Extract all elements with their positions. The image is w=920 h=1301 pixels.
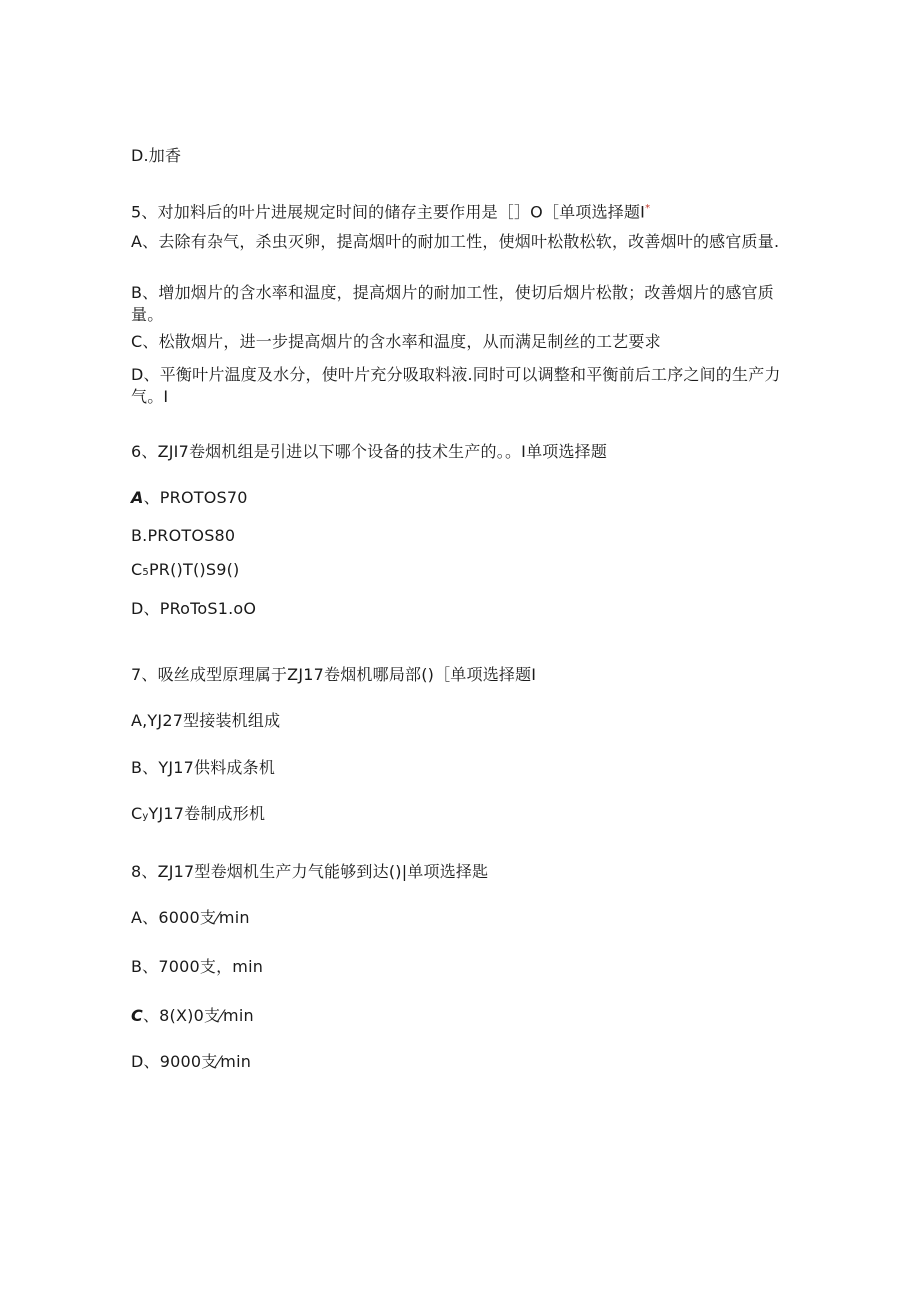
q6-option-a-text: 、PROTOS70 bbox=[143, 488, 248, 507]
q6-option-c-letter: C bbox=[131, 560, 143, 579]
q8-option-c-letter: C bbox=[131, 1006, 143, 1025]
q6-option-d: D、PRoToS1.oO bbox=[131, 599, 257, 618]
q6-option-c-text: PR()T()S9() bbox=[148, 560, 240, 579]
q7-option-c bbox=[131, 803, 265, 828]
q5-option-d: D、平衡叶片温度及水分，使叶片充分吸取料液.同时可以调整和平衡前后工序之间的生产力气。I bbox=[131, 365, 781, 406]
q7-option-c-letter: C bbox=[131, 804, 143, 823]
q8-option-c-text: 、8(X)0支⁄min bbox=[142, 1006, 254, 1025]
q7-option-c-text: YJ17卷制成形机 bbox=[148, 804, 266, 823]
q5-option-a: A、去除有杂气，杀虫灭卵，提高烟叶的耐加工性，使烟叶松散松软，改善烟叶的感官质量. bbox=[131, 232, 780, 251]
q5-option-c: C、松散烟片，进一步提高烟片的含水率和温度，从而满足制丝的工艺要求 bbox=[131, 332, 661, 351]
q7-option-c-sub: y bbox=[142, 811, 149, 822]
q8-option-a: A、6000支⁄min bbox=[131, 908, 250, 927]
q8-option-c bbox=[131, 1005, 254, 1027]
q5-stem-mark: * bbox=[645, 203, 651, 214]
q6-option-c bbox=[131, 559, 239, 584]
q7-option-a: A,YJ27型接装机组成 bbox=[131, 711, 281, 730]
q7-stem: 7、吸丝成型原理属于ZJ17卷烟机哪局部()［单项选择题I bbox=[131, 665, 537, 684]
q8-option-d: D、9000支⁄min bbox=[131, 1052, 252, 1071]
q5-stem-text: 5、对加料后的叶片进展规定时间的储存主要作用是［］O［单项选择题I bbox=[131, 202, 646, 222]
q8-option-b: B、7000支，min bbox=[131, 957, 264, 976]
q6-option-b: B.PROTOS80 bbox=[131, 526, 236, 545]
q4-option-d: D.加香 bbox=[131, 146, 182, 165]
q5-option-b: B、增加烟片的含水率和温度，提高烟片的耐加工性，使切后烟片松散；改善烟片的感官质量。 bbox=[131, 283, 774, 324]
q6-option-a bbox=[131, 487, 248, 509]
q6-option-a-letter: A bbox=[131, 488, 144, 507]
q6-option-c-sub: 5 bbox=[142, 567, 149, 578]
q5-stem bbox=[131, 198, 650, 223]
q8-stem: 8、ZJ17型卷烟机生产力气能够到达()|单项选择匙 bbox=[131, 862, 489, 881]
q6-stem: 6、ZJI7卷烟机组是引进以下哪个设备的技术生产的。。I单项选择题 bbox=[131, 442, 608, 461]
q7-option-b: B、YJ17供料成条机 bbox=[131, 758, 276, 777]
